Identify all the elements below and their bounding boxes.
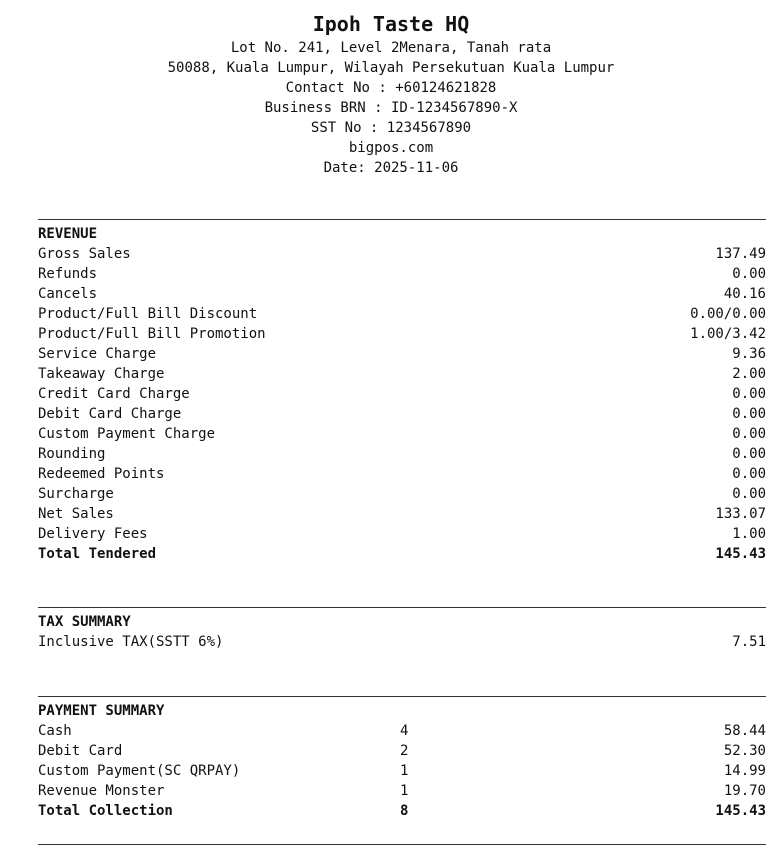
payment-section	[38, 696, 766, 821]
total-tendered-label: Total Tendered	[38, 546, 157, 562]
report-date: Date: 2025-11-06	[323, 160, 459, 176]
revenue-label: Product/Full Bill Promotion	[38, 326, 266, 342]
revenue-value: 2.00	[732, 366, 766, 382]
revenue-value: 0.00	[732, 466, 766, 482]
revenue-value: 0.00/0.00	[690, 306, 766, 322]
revenue-value: 1.00/3.42	[690, 326, 766, 342]
revenue-label: Product/Full Bill Discount	[38, 306, 258, 322]
revenue-value: 9.36	[732, 346, 766, 362]
revenue-row	[38, 384, 766, 404]
total-collection-count: 8	[400, 803, 409, 819]
revenue-value: 0.00	[732, 426, 766, 442]
total-collection-row	[38, 801, 766, 821]
payment-count: 4	[400, 723, 409, 739]
revenue-label: Net Sales	[38, 506, 114, 522]
address-line-2: 50088, Kuala Lumpur, Wilayah Persekutuan Kuala Lumpur	[167, 60, 615, 76]
revenue-value: 0.00	[732, 266, 766, 282]
payment-label: Custom Payment(SC QRPAY)	[38, 763, 241, 779]
revenue-row	[38, 524, 766, 544]
revenue-title: REVENUE	[38, 226, 98, 242]
revenue-section	[38, 219, 766, 564]
revenue-value: 133.07	[715, 506, 766, 522]
payment-row	[38, 781, 766, 801]
revenue-value: 1.00	[732, 526, 766, 542]
revenue-row	[38, 324, 766, 344]
revenue-value: 0.00	[732, 446, 766, 462]
revenue-label: Debit Card Charge	[38, 406, 182, 422]
revenue-row	[38, 244, 766, 264]
address-line-1: Lot No. 241, Level 2Menara, Tanah rata	[230, 40, 552, 56]
total-collection-value: 145.43	[715, 803, 766, 819]
revenue-label: Custom Payment Charge	[38, 426, 216, 442]
payment-value: 58.44	[723, 723, 766, 739]
contact-number: Contact No : +60124621828	[285, 80, 497, 96]
revenue-row	[38, 284, 766, 304]
revenue-row	[38, 424, 766, 444]
payment-value: 14.99	[723, 763, 766, 779]
revenue-row	[38, 404, 766, 424]
payment-row	[38, 741, 766, 761]
receipt-header	[0, 0, 782, 178]
revenue-row	[38, 264, 766, 284]
payment-label: Cash	[38, 723, 72, 739]
revenue-label: Refunds	[38, 266, 98, 282]
revenue-label: Credit Card Charge	[38, 386, 190, 402]
tax-section	[38, 607, 766, 652]
payment-label: Revenue Monster	[38, 783, 165, 799]
payment-count: 1	[400, 763, 409, 779]
tax-row	[38, 632, 766, 652]
revenue-label: Takeaway Charge	[38, 366, 165, 382]
revenue-label: Redeemed Points	[38, 466, 165, 482]
revenue-row	[38, 344, 766, 364]
revenue-label: Delivery Fees	[38, 526, 148, 542]
revenue-value: 40.16	[723, 286, 766, 302]
revenue-label: Cancels	[38, 286, 98, 302]
payment-row	[38, 761, 766, 781]
revenue-label: Service Charge	[38, 346, 157, 362]
revenue-row	[38, 364, 766, 384]
revenue-value: 0.00	[732, 406, 766, 422]
payment-title: PAYMENT SUMMARY	[38, 703, 165, 719]
revenue-row	[38, 484, 766, 504]
revenue-value: 137.49	[715, 246, 766, 262]
payment-label: Debit Card	[38, 743, 123, 759]
revenue-row	[38, 504, 766, 524]
tax-title: TAX SUMMARY	[38, 614, 131, 630]
revenue-row	[38, 464, 766, 484]
total-tendered-value: 145.43	[715, 546, 766, 562]
store-name: Ipoh Taste HQ	[312, 12, 470, 36]
revenue-row	[38, 444, 766, 464]
sst-number: SST No : 1234567890	[310, 120, 472, 136]
tax-label: Inclusive TAX(SSTT 6%)	[38, 634, 224, 650]
tax-value: 7.51	[732, 634, 766, 650]
payment-row	[38, 721, 766, 741]
payment-count: 2	[400, 743, 409, 759]
revenue-label: Gross Sales	[38, 246, 131, 262]
payment-value: 52.30	[723, 743, 766, 759]
payment-value: 19.70	[723, 783, 766, 799]
bottom-divider	[38, 844, 766, 845]
revenue-label: Rounding	[38, 446, 106, 462]
revenue-value: 0.00	[732, 486, 766, 502]
revenue-value: 0.00	[732, 386, 766, 402]
payment-count: 1	[400, 783, 409, 799]
total-tendered-row	[38, 544, 766, 564]
total-collection-label: Total Collection	[38, 803, 173, 819]
revenue-label: Surcharge	[38, 486, 114, 502]
revenue-row	[38, 304, 766, 324]
business-brn: Business BRN : ID-1234567890-X	[264, 100, 518, 116]
website: bigpos.com	[348, 140, 434, 156]
